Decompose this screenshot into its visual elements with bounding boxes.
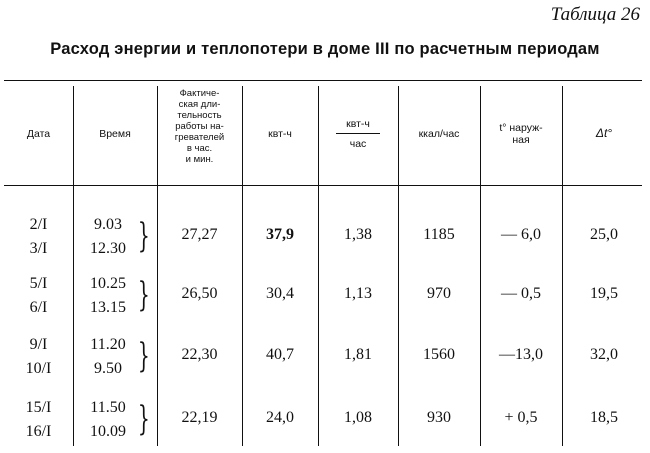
delta-t-cell: 32,0 [590,346,618,363]
top-rule [4,80,642,81]
delta-t-cell: 18,5 [590,409,618,426]
fraction-line [336,133,380,134]
outdoor-temp-cell: + 0,5 [504,409,538,426]
date-cell: 2/I 3/I [29,216,48,257]
time-cell: 10.25 13.15 [90,275,126,316]
header-delta-t: Δt° [595,126,613,140]
kcal-per-hour-cell: 930 [427,409,451,426]
header-outdoor-temp: t° наруж- ная [499,122,543,146]
kwh-per-hour-cell: 1,08 [344,409,372,426]
table-number: Таблица 26 [550,4,640,25]
table-caption: Расход энергии и теплопотери в доме III по расчетным периодам [50,40,600,58]
header-kwh-per-hour-numerator: квт-ч [346,118,370,130]
brace: } [137,275,150,315]
brace: } [137,216,150,256]
duration-cell: 27,27 [181,226,218,243]
kcal-per-hour-cell: 970 [427,285,451,302]
time-cell: 11.50 10.09 [90,399,126,440]
time-cell: 9.03 12.30 [90,216,126,257]
header-rule [4,185,642,186]
column-divider [562,86,563,446]
brace: } [137,336,150,376]
duration-cell: 26,50 [181,285,218,302]
header-date: Дата [26,128,51,140]
outdoor-temp-cell: — 6,0 [501,226,541,243]
duration-cell: 22,30 [181,346,218,363]
date-cell: 9/I 10/I [25,336,52,377]
time-cell: 11.20 9.50 [90,336,126,377]
date-cell: 15/I 16/I [25,399,52,440]
brace: } [137,399,150,439]
delta-t-cell: 19,5 [590,285,618,302]
column-divider [398,86,399,446]
kwh-per-hour-cell: 1,38 [344,226,372,243]
outdoor-temp-cell: — 0,5 [501,285,541,302]
kwh-per-hour-cell: 1,13 [344,285,372,302]
column-divider [73,86,74,446]
kwh-per-hour-cell: 1,81 [344,346,372,363]
duration-cell: 22,19 [181,409,218,426]
kwh-cell: 24,0 [266,409,294,426]
kcal-per-hour-cell: 1560 [423,346,455,363]
date-cell: 5/I 6/I [29,275,48,316]
column-divider [242,86,243,446]
header-kwh: квт-ч [268,128,292,140]
header-time: Время [99,128,131,140]
kwh-cell: 30,4 [266,285,294,302]
header-duration: Фактиче- ская дли- тельность работы на- гревателей в час. и мин. [174,88,225,165]
kcal-per-hour-cell: 1185 [423,226,455,243]
kwh-cell: 40,7 [266,346,294,363]
kwh-cell: 37,9 [266,226,294,243]
outdoor-temp-cell: —13,0 [499,346,543,363]
delta-t-cell: 25,0 [590,226,618,243]
header-kwh-per-hour-denominator: час [349,138,367,150]
header-kcal-per-hour: ккал/час [418,128,460,140]
